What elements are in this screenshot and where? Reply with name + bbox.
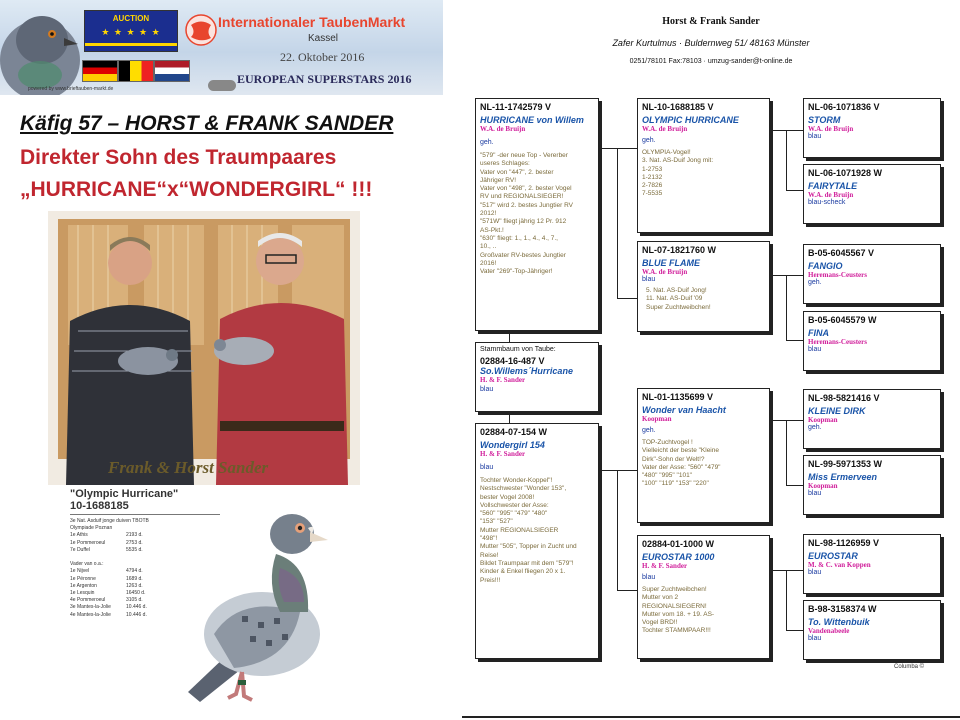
connector-dam-dd bbox=[617, 590, 637, 591]
eu-auction-logo: AUCTION ★ ★ ★ ★ ★ bbox=[84, 10, 178, 52]
ancestor-color: geh. bbox=[808, 279, 822, 286]
pedigree-contact: 0251/78101 Fax:78103 · umzug-sander@t-online.de bbox=[629, 58, 793, 65]
olympic-card-ring: 10-1688185 bbox=[70, 500, 129, 512]
note-line: 3. Nat. AS-Duif Jong mit: bbox=[642, 157, 714, 165]
subject-color: blau bbox=[480, 386, 494, 393]
note-line: REGIONALSIEGERN! bbox=[642, 602, 707, 610]
ancestor-name: EUROSTAR bbox=[808, 551, 858, 561]
pedigree-dam-sire bbox=[637, 388, 770, 523]
note-line: "498"! bbox=[480, 535, 498, 543]
ancestor-breeder: W.A. de Bruijn bbox=[808, 125, 854, 133]
banner-city: Kassel bbox=[308, 33, 339, 44]
note-line: Großvater RV-bestes Jungtier bbox=[480, 251, 566, 259]
pedigree-footer: Columba © bbox=[894, 664, 925, 670]
flag-belgium-icon bbox=[118, 60, 154, 82]
ancestor-ring: NL-06-1071928 W bbox=[808, 168, 883, 178]
note-line: RV und REGIONALSIEGER! bbox=[480, 193, 564, 201]
flag-netherlands-icon bbox=[154, 60, 190, 82]
dam-notes bbox=[480, 477, 594, 585]
olympic-result-value: 1263 d. bbox=[126, 582, 143, 589]
note-line: 7-5535 bbox=[642, 190, 663, 198]
note-line: Reise! bbox=[480, 551, 499, 559]
ancestor-name: FAIRYTALE bbox=[808, 181, 858, 191]
note-line: 2012! bbox=[480, 210, 497, 218]
olympic-result-label: 1e Péronne bbox=[70, 575, 96, 582]
note-line: Vielleicht der beste "Kleine bbox=[642, 447, 719, 455]
subheading-line2: „HURRICANE“x“WONDERGIRL“ !!! bbox=[20, 178, 373, 201]
olympic-result-label: 4e Pommeroeul bbox=[70, 597, 106, 604]
pedigree-ancestor-box bbox=[803, 389, 941, 449]
note-line: Vater "269"-Top-Jähriger! bbox=[480, 268, 553, 276]
sd-name: BLUE FLAME bbox=[642, 258, 700, 268]
sire-name: HURRICANE von Willem bbox=[480, 115, 584, 125]
connector-sire-vert bbox=[617, 148, 618, 298]
sire-notes bbox=[480, 152, 594, 276]
pedigree-ancestor-box bbox=[803, 534, 941, 594]
note-line: 1-2132 bbox=[642, 173, 663, 181]
ancestor-breeder: Vandenabeele bbox=[808, 627, 850, 635]
ancestor-ring: NL-06-1071836 V bbox=[808, 102, 880, 112]
note-line: Vogel BRD!! bbox=[642, 619, 678, 627]
ds-color: geh. bbox=[642, 427, 656, 434]
olympic-result-label: 3e Nat. Asduif jonge duiven TBOTB bbox=[70, 518, 149, 524]
ancestor-breeder: Heremans-Ceusters bbox=[808, 271, 867, 279]
dam-breeder: H. & F. Sander bbox=[480, 450, 526, 458]
ancestor-color: blau bbox=[808, 635, 822, 642]
ancestor-ring: B-05-6045567 V bbox=[808, 248, 875, 258]
note-line: "630" fliegt: 1., 1., 4., 4., 7., bbox=[480, 234, 558, 242]
ancestor-name: FINA bbox=[808, 328, 829, 338]
note-line: 10., .. bbox=[480, 243, 497, 251]
pedigree-dam-dam bbox=[637, 535, 770, 659]
note-line: "517" wird 2. bestes Jungtier RV bbox=[480, 201, 574, 209]
pigeon-illustration bbox=[180, 484, 340, 714]
note-line: "560" "995" "479" "480" bbox=[480, 510, 548, 518]
photo-caption: Frank & Horst Sander bbox=[108, 458, 269, 477]
connector-ss-vert bbox=[786, 130, 787, 190]
ss-notes bbox=[642, 149, 765, 199]
ancestor-color: blau-scheck bbox=[808, 199, 846, 206]
note-line: "579" -der neue Top - Vererber bbox=[480, 152, 568, 159]
note-line: Super Zuchtweibchen! bbox=[646, 303, 711, 311]
cage-heading: Käfig 57 – HORST & FRANK SANDER bbox=[20, 112, 394, 135]
ancestor-ring: B-98-3158374 W bbox=[808, 604, 877, 614]
subheading-line1: Direkter Sohn des Traumpaares bbox=[20, 146, 337, 169]
connector-sd-vert bbox=[786, 275, 787, 340]
ancestor-color: blau bbox=[808, 346, 822, 353]
sire-breeder: W.A. de Bruijn bbox=[480, 125, 526, 133]
note-line: 11. Nat. AS-Duif '09 bbox=[646, 295, 703, 303]
note-line: Vollschwester der Asse: bbox=[480, 501, 549, 509]
pedigree-sire-sire bbox=[637, 98, 770, 233]
note-line: 2016! bbox=[480, 259, 497, 267]
note-line: Preis!!! bbox=[480, 576, 501, 584]
pedigree-bottom-rule bbox=[462, 716, 960, 718]
note-line: Mutter vom 18. + 19. AS- bbox=[642, 610, 715, 618]
olympic-result-label: 1e Lesquin bbox=[70, 590, 95, 596]
note-line: "571W" fliegt jährig 12 Pr. 912 bbox=[480, 218, 567, 226]
note-line: Nestschwester "Wonder 153", bbox=[480, 485, 567, 493]
ancestor-color: blau bbox=[808, 133, 822, 140]
ancestor-breeder: Koopman bbox=[808, 416, 838, 424]
ancestor-color: blau bbox=[808, 490, 822, 497]
olympic-result-label: 7e Duffel bbox=[70, 546, 90, 553]
olympic-result-value: 2753 d. bbox=[126, 539, 143, 546]
dam-ring: 02884-07-154 W bbox=[480, 427, 548, 437]
banner-powered-by: powered by www.brieftauben-markt.de bbox=[28, 86, 114, 92]
ancestor-ring: B-05-6045579 W bbox=[808, 315, 877, 325]
note-line: "100" "119" "153" "220" bbox=[642, 480, 709, 488]
ancestor-color: blau bbox=[808, 569, 822, 576]
note-line: Mutter "505", Topper in Zucht und bbox=[480, 543, 577, 551]
ancestor-name: To. Wittenbuik bbox=[808, 617, 870, 627]
sd-breeder: W.A. de Bruijn bbox=[642, 268, 688, 276]
olympic-result-label: 1e Athis bbox=[70, 532, 88, 539]
pedigree-ancestor-box bbox=[803, 455, 941, 515]
sd-color: blau bbox=[642, 276, 656, 283]
pedigree-ancestor-box bbox=[803, 98, 941, 158]
ancestor-ring: NL-98-1126959 V bbox=[808, 538, 880, 548]
ancestor-breeder: Koopman bbox=[808, 482, 838, 490]
olympic-result-value: 4794 d. bbox=[126, 568, 143, 575]
olympic-result-label: 1e Pommeroeul bbox=[70, 539, 106, 546]
ds-notes bbox=[642, 439, 765, 489]
connector-ds-vert bbox=[786, 420, 787, 485]
ds-name: Wonder van Haacht bbox=[642, 405, 726, 415]
pedigree-ancestor-box bbox=[803, 164, 941, 224]
dam-name: Wondergirl 154 bbox=[480, 440, 545, 450]
ancestor-name: Miss Ermerveen bbox=[808, 472, 878, 482]
banner-event: EUROPEAN SUPERSTARS 2016 bbox=[237, 72, 412, 86]
subject-label: Stammbaum von Taube: bbox=[480, 346, 556, 353]
note-line: Mutter von 2 bbox=[642, 594, 679, 602]
note-line: AS-Pkt.! bbox=[480, 226, 504, 234]
ancestor-color: geh. bbox=[808, 424, 822, 431]
olympic-card-title: "Olympic Hurricane" bbox=[70, 488, 179, 500]
ancestor-ring: NL-98-5821416 V bbox=[808, 393, 880, 403]
olympic-result-value: 1689 d. bbox=[126, 575, 143, 582]
ancestor-breeder: Heremans-Ceusters bbox=[808, 338, 867, 346]
note-line: 1-2753 bbox=[642, 165, 663, 173]
auction-small-logo bbox=[208, 80, 236, 91]
ss-name: OLYMPIC HURRICANE bbox=[642, 115, 739, 125]
banner-title: Internationaler TaubenMarkt bbox=[218, 14, 406, 30]
note-line: Bildet Traumpaar mit dem "579"! bbox=[480, 559, 574, 567]
pedigree-sire bbox=[475, 98, 599, 331]
dam-color: blau bbox=[480, 464, 494, 471]
olympic-result-value: 10.446 d. bbox=[126, 611, 147, 618]
ancestor-ring: NL-99-5971353 W bbox=[808, 459, 883, 469]
olympic-result-label: 1e Argenton bbox=[70, 582, 97, 589]
note-line: Dirk"-Sohn der Welt!? bbox=[642, 455, 705, 463]
olympic-result-label: 4e Mantes-la-Jolie bbox=[70, 611, 111, 618]
pedigree-ancestor-box bbox=[803, 311, 941, 371]
subject-breeder: H. & F. Sander bbox=[480, 376, 526, 384]
ancestor-name: FANGIO bbox=[808, 261, 843, 271]
note-line: 5. Nat. AS-Duif Jong! bbox=[646, 287, 707, 294]
note-line: bester Vogel 2008! bbox=[480, 493, 535, 501]
note-line: 2-7826 bbox=[642, 182, 663, 190]
olympic-result-label: 1e Nijvel bbox=[70, 568, 90, 575]
note-line: OLYMPIA-Vogel! bbox=[642, 149, 691, 156]
ds-ring: NL-01-1135699 V bbox=[642, 392, 714, 402]
note-line: useres Schlages: bbox=[480, 160, 530, 168]
pigeon-head-logo bbox=[0, 0, 80, 95]
sd-ring: NL-07-1821760 W bbox=[642, 245, 717, 255]
note-line: Vater von "498", 2. bester Vogel bbox=[480, 185, 572, 193]
connector-sire-sd bbox=[617, 298, 637, 299]
pedigree-ancestor-box bbox=[803, 600, 941, 660]
olympic-result-label: Vader van o.a.: bbox=[70, 561, 104, 568]
subject-name: So.Willems´Hurricane bbox=[480, 366, 573, 376]
connector-sd-g4 bbox=[786, 340, 803, 341]
note-line: "153" "527" bbox=[480, 518, 513, 526]
note-line: Tochter STAMMPAAR!!! bbox=[642, 627, 711, 635]
connector-ds-g6 bbox=[786, 485, 803, 486]
pedigree-address: Zafer Kurtulmus · Buldernweg 51/ 48163 Münster bbox=[612, 38, 810, 48]
ss-breeder: W.A. de Bruijn bbox=[642, 125, 688, 133]
subject-ring: 02884-16-487 V bbox=[480, 356, 545, 366]
pedigree-title: Horst & Frank Sander bbox=[662, 16, 760, 27]
connector-dam-vert bbox=[617, 470, 618, 590]
note-line: "480" "995" "101" bbox=[642, 472, 692, 480]
dd-name: EUROSTAR 1000 bbox=[642, 552, 715, 562]
olympic-result-value: 5535 d. bbox=[126, 546, 143, 553]
dd-color: blau bbox=[642, 574, 656, 581]
pedigree-sire-dam bbox=[637, 241, 770, 332]
pedigree-subject bbox=[475, 342, 599, 412]
ancestor-breeder: W.A. de Bruijn bbox=[808, 191, 854, 199]
auction-label: AUCTION bbox=[112, 14, 150, 23]
ss-color: geh. bbox=[642, 137, 656, 144]
note-line: Jähriger RV! bbox=[480, 176, 517, 184]
owners-photo-illustration bbox=[48, 211, 360, 485]
olympic-result-value: 10.446 d. bbox=[126, 604, 147, 611]
connector-dd-g8 bbox=[786, 630, 803, 631]
note-line: Tochter Wonder-Koppel"! bbox=[480, 477, 553, 484]
ancestor-name: KLEINE DIRK bbox=[808, 406, 866, 416]
note-line: Super Zuchtweibchen! bbox=[642, 586, 707, 593]
note-line: TOP-Zuchtvogel ! bbox=[642, 439, 693, 446]
note-line: Mutter REGIONALSIEGER bbox=[480, 526, 559, 534]
note-line: Vater der Asse: "560" "479" bbox=[642, 463, 721, 471]
owners-photo bbox=[48, 211, 360, 485]
connector-ss-g2 bbox=[786, 190, 803, 191]
ancestor-name: STORM bbox=[808, 115, 841, 125]
dd-breeder: H. & F. Sander bbox=[642, 562, 688, 570]
ss-ring: NL-10-1688185 V bbox=[642, 102, 714, 112]
pedigree-dam bbox=[475, 423, 599, 659]
sire-ring: NL-11-1742579 V bbox=[480, 102, 552, 112]
flag-germany-icon bbox=[82, 60, 118, 82]
sd-notes bbox=[642, 287, 765, 312]
auction-banner bbox=[0, 0, 443, 95]
olympic-result-value: 16450 d. bbox=[126, 590, 146, 596]
ancestor-breeder: M. & C. van Koppen bbox=[808, 561, 871, 569]
globe-icon bbox=[184, 10, 218, 50]
olympic-result-value: 2193 d. bbox=[126, 532, 143, 539]
pedigree-ancestor-box bbox=[803, 244, 941, 304]
dd-ring: 02884-01-1000 W bbox=[642, 539, 715, 549]
ds-breeder: Koopman bbox=[642, 415, 672, 423]
banner-date: 22. Oktober 2016 bbox=[280, 50, 365, 64]
olympic-result-label: 3e Mantes-la-Jolie bbox=[70, 604, 111, 611]
note-line: Kinder & Enkel fliegen 20 x 1. bbox=[480, 568, 566, 576]
sire-color: geh. bbox=[480, 139, 494, 146]
olympic-result-label: Olympiade Poznan bbox=[70, 525, 113, 532]
note-line: Vater von "447", 2. bester bbox=[480, 168, 554, 176]
olympic-result-value: 3105 d. bbox=[126, 597, 143, 604]
dd-notes bbox=[642, 586, 765, 636]
connector-dd-vert bbox=[786, 570, 787, 630]
